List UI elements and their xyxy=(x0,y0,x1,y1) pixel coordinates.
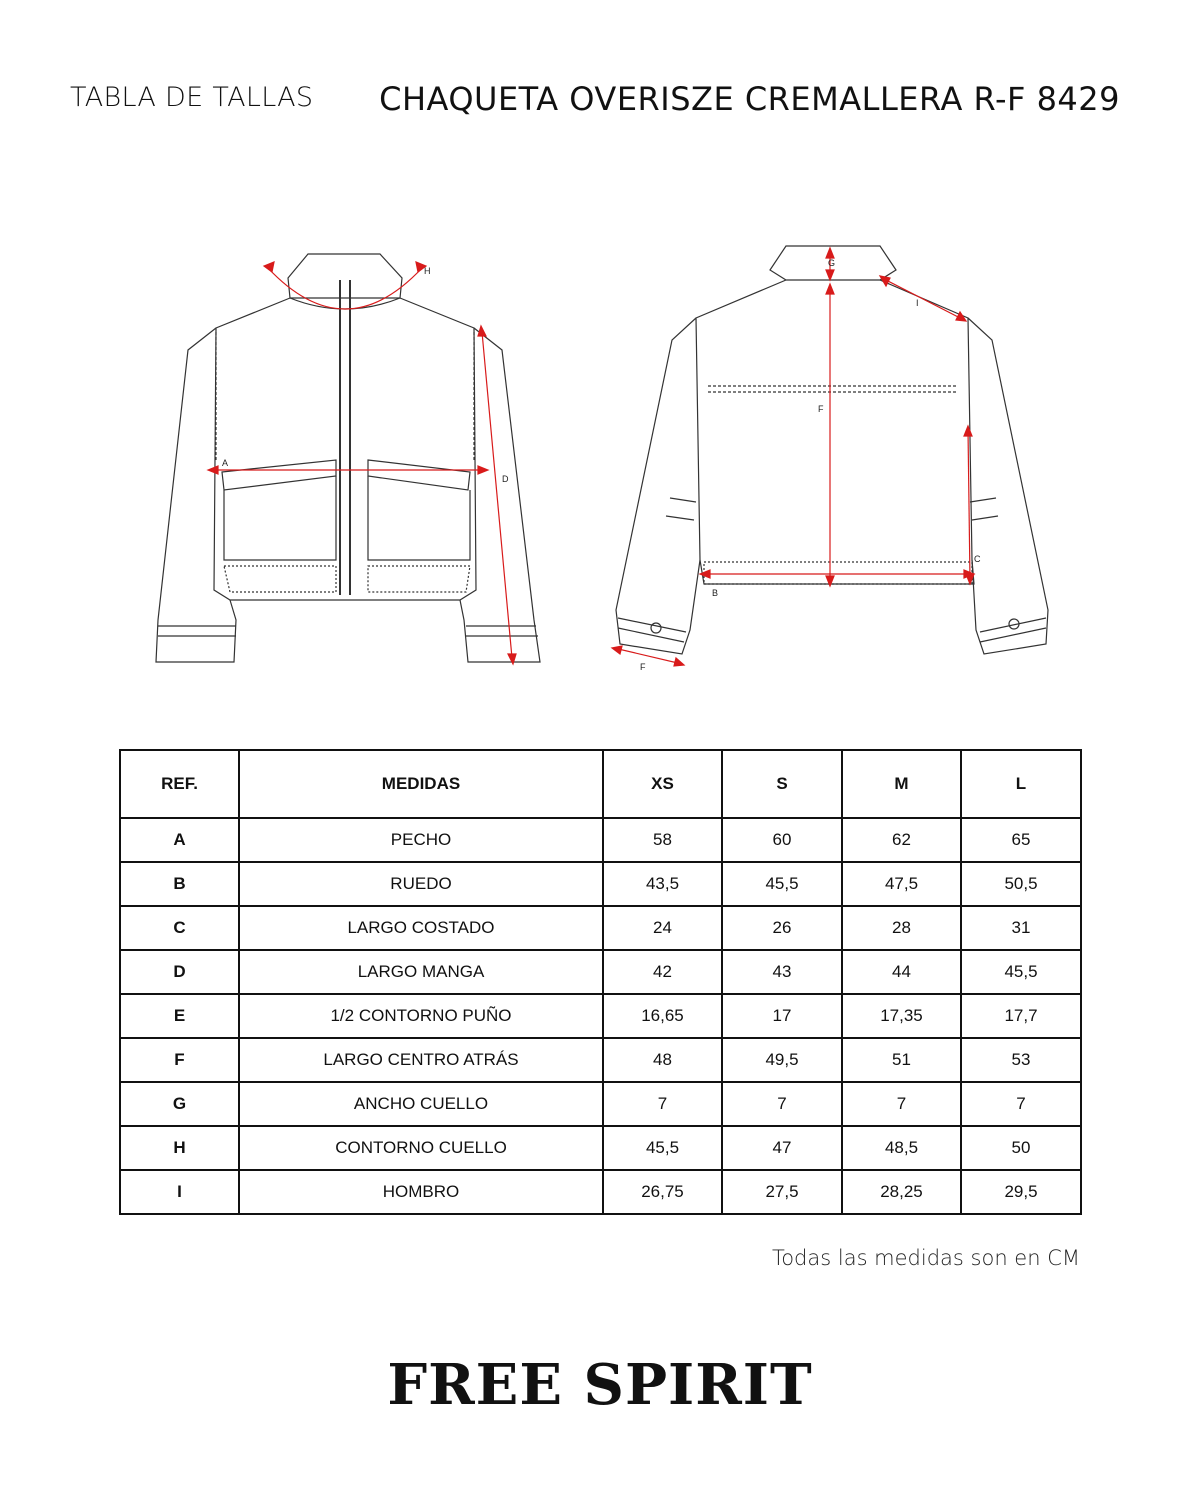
header-m: M xyxy=(842,750,961,818)
cell-m: 48,5 xyxy=(842,1126,961,1170)
cell-l: 45,5 xyxy=(961,950,1081,994)
cell-medida: CONTORNO CUELLO xyxy=(239,1126,603,1170)
product-title: CHAQUETA OVERISZE CREMALLERA R-F 8429 xyxy=(379,80,1120,118)
cell-ref: C xyxy=(120,906,239,950)
cell-ref: A xyxy=(120,818,239,862)
cell-m: 62 xyxy=(842,818,961,862)
cell-medida: HOMBRO xyxy=(239,1170,603,1214)
cell-ref: D xyxy=(120,950,239,994)
cell-xs: 42 xyxy=(603,950,722,994)
cell-l: 65 xyxy=(961,818,1081,862)
cell-s: 27,5 xyxy=(722,1170,842,1214)
cell-ref: B xyxy=(120,862,239,906)
cell-l: 7 xyxy=(961,1082,1081,1126)
table-row xyxy=(120,1082,1081,1126)
cell-m: 28,25 xyxy=(842,1170,961,1214)
cell-medida: RUEDO xyxy=(239,862,603,906)
cell-xs: 24 xyxy=(603,906,722,950)
cell-xs: 48 xyxy=(603,1038,722,1082)
cell-xs: 7 xyxy=(603,1082,722,1126)
cell-xs: 26,75 xyxy=(603,1170,722,1214)
cell-medida: LARGO MANGA xyxy=(239,950,603,994)
cell-medida: LARGO CENTRO ATRÁS xyxy=(239,1038,603,1082)
cell-ref: H xyxy=(120,1126,239,1170)
label-f-cuff: F xyxy=(640,662,646,672)
cell-l: 29,5 xyxy=(961,1170,1081,1214)
cell-ref: G xyxy=(120,1082,239,1126)
label-g: G xyxy=(828,258,836,268)
jacket-back-sketch xyxy=(600,240,1060,685)
cell-s: 17 xyxy=(722,994,842,1038)
cell-ref: E xyxy=(120,994,239,1038)
cell-l: 50,5 xyxy=(961,862,1081,906)
cell-ref: I xyxy=(120,1170,239,1214)
cell-xs: 58 xyxy=(603,818,722,862)
cell-s: 43 xyxy=(722,950,842,994)
cell-m: 17,35 xyxy=(842,994,961,1038)
cell-xs: 16,65 xyxy=(603,994,722,1038)
jacket-front-sketch xyxy=(140,240,560,685)
header-ref: REF. xyxy=(120,750,239,818)
header-l: L xyxy=(961,750,1081,818)
cell-medida: LARGO COSTADO xyxy=(239,906,603,950)
table-header-row xyxy=(120,750,1081,818)
cell-l: 50 xyxy=(961,1126,1081,1170)
cell-m: 47,5 xyxy=(842,862,961,906)
label-a: A xyxy=(222,458,229,468)
table-row xyxy=(120,994,1081,1038)
cell-l: 31 xyxy=(961,906,1081,950)
cell-l: 17,7 xyxy=(961,994,1081,1038)
label-f-center: F xyxy=(818,404,824,414)
header-s: S xyxy=(722,750,842,818)
cell-m: 44 xyxy=(842,950,961,994)
cell-m: 51 xyxy=(842,1038,961,1082)
label-i: I xyxy=(916,298,919,308)
cell-s: 47 xyxy=(722,1126,842,1170)
label-h: H xyxy=(424,266,431,276)
label-c: C xyxy=(974,554,981,564)
table-row xyxy=(120,862,1081,906)
label-b: B xyxy=(712,588,719,598)
table-row xyxy=(120,1126,1081,1170)
table-row xyxy=(120,950,1081,994)
cell-medida: ANCHO CUELLO xyxy=(239,1082,603,1126)
table-row xyxy=(120,1038,1081,1082)
cell-m: 28 xyxy=(842,906,961,950)
cell-s: 45,5 xyxy=(722,862,842,906)
cell-s: 49,5 xyxy=(722,1038,842,1082)
table-row xyxy=(120,906,1081,950)
cell-xs: 43,5 xyxy=(603,862,722,906)
label-d: D xyxy=(502,474,509,484)
cell-m: 7 xyxy=(842,1082,961,1126)
cell-medida: PECHO xyxy=(239,818,603,862)
header-medidas: MEDIDAS xyxy=(239,750,603,818)
header-xs: XS xyxy=(603,750,722,818)
size-table xyxy=(119,749,1082,1215)
table-row xyxy=(120,1170,1081,1214)
units-note: Todas las medidas son en CM xyxy=(771,1246,1080,1270)
cell-l: 53 xyxy=(961,1038,1081,1082)
cell-xs: 45,5 xyxy=(603,1126,722,1170)
cell-s: 26 xyxy=(722,906,842,950)
cell-s: 60 xyxy=(722,818,842,862)
cell-ref: F xyxy=(120,1038,239,1082)
brand-logo: FREE SPIRIT xyxy=(387,1352,813,1418)
size-chart-title: TABLA DE TALLAS xyxy=(70,82,314,113)
table-row xyxy=(120,818,1081,862)
cell-medida: 1/2 CONTORNO PUÑO xyxy=(239,994,603,1038)
cell-s: 7 xyxy=(722,1082,842,1126)
